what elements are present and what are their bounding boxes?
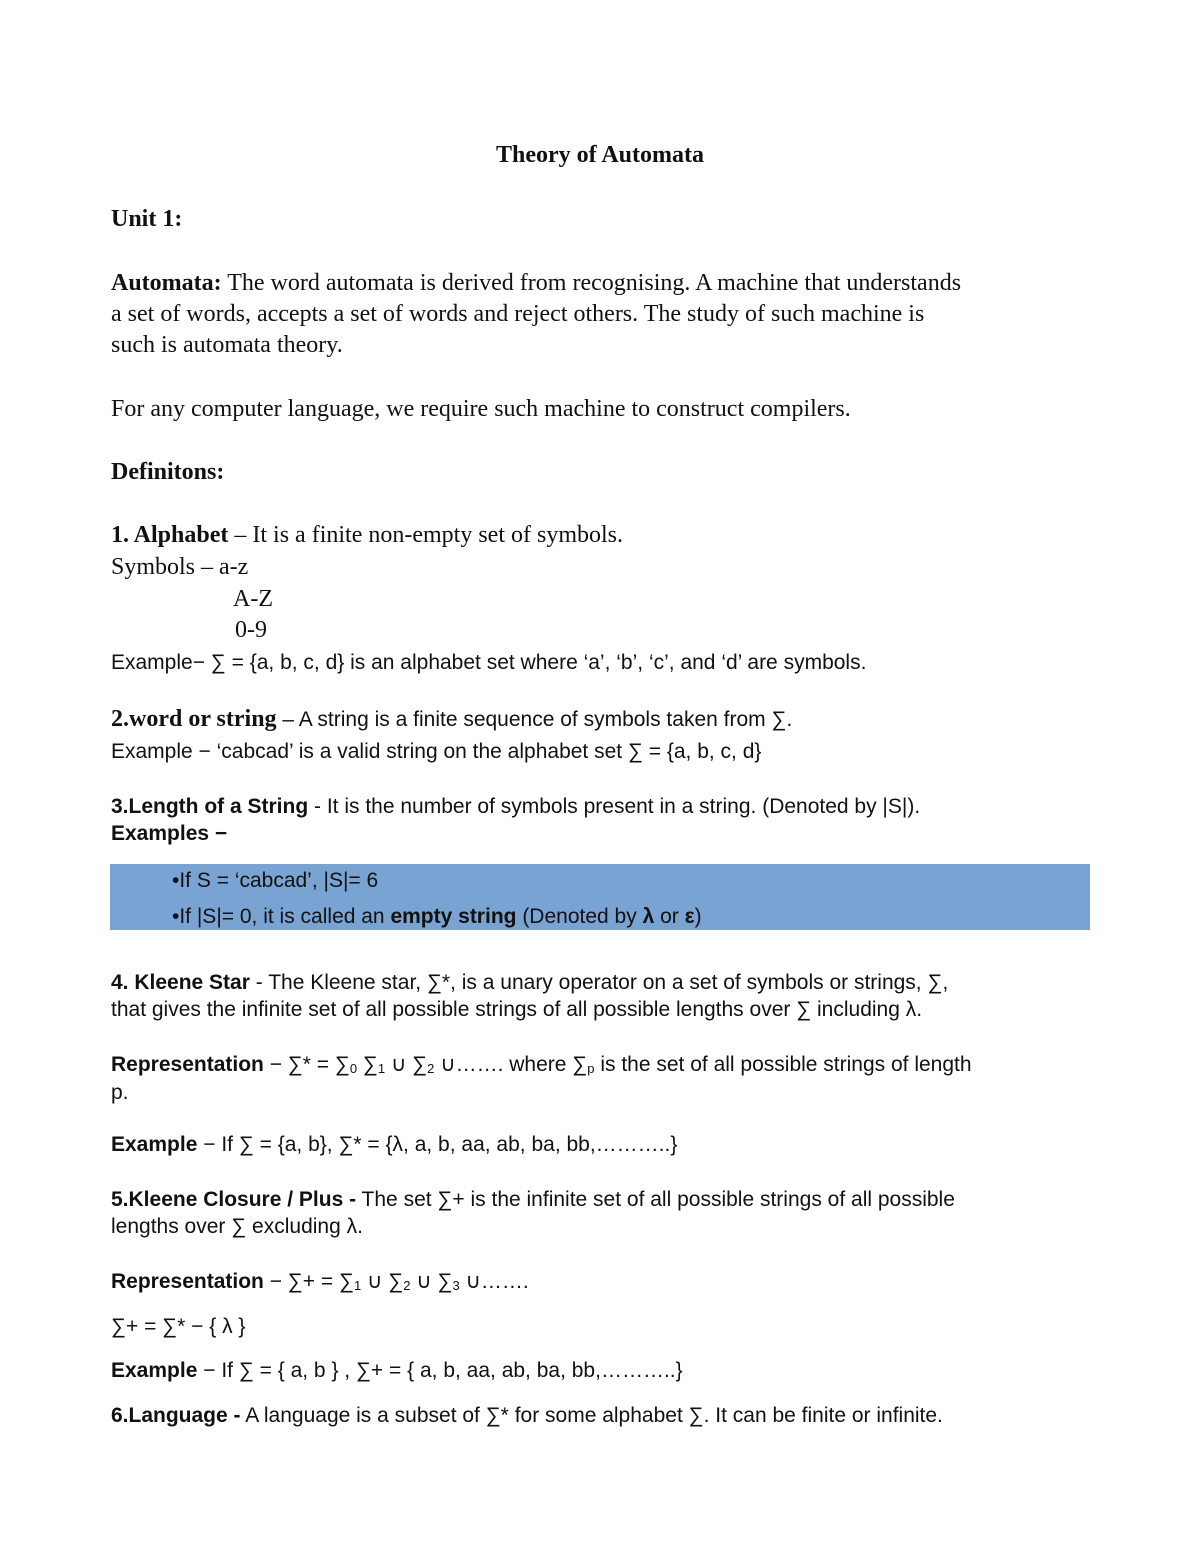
examples-label: Examples − xyxy=(111,822,228,845)
unit-label: Unit 1: xyxy=(111,206,183,232)
kleene-star-representation-cont: p. xyxy=(111,1081,129,1104)
length-bullet-2: •If |S|= 0, it is called an empty string (Denoted by λ or ε) xyxy=(172,905,702,928)
kleene-plus-term: 5.Kleene Closure / Plus - xyxy=(111,1188,357,1211)
compiler-note: For any computer language, we require such machine to construct compilers. xyxy=(111,396,851,422)
kleene-star-term: 4. Kleene Star xyxy=(111,971,250,994)
kleene-plus-line-1: 5.Kleene Closure / Plus - The set ∑+ is the infinite set of all possible strings of all possible xyxy=(111,1188,955,1211)
length-term: 3.Length of a String xyxy=(111,795,309,818)
kleene-star-representation: Representation − ∑* = $\sum_0$ $\sum_1$ ∪ $\sum_2$ ∪……. where $\sum_p$ is the set of all possible strings of length xyxy=(111,1053,972,1076)
alphabet-definition: 1. Alphabet – It is a finite non-empty set of symbols. xyxy=(111,522,623,548)
kleene-plus-line-2: lengths over ∑ excluding λ. xyxy=(111,1215,363,1238)
kleene-star-line-1: 4. Kleene Star - The Kleene star, ∑*, is a unary operator on a set of symbols or strings, ∑, xyxy=(111,971,949,994)
definitions-heading: Definitons: xyxy=(111,459,225,485)
length-bullet-1: •If S = ‘cabcad’, |S|= 6 xyxy=(172,869,379,892)
word-example: Example − ‘cabcad’ is a valid string on the alphabet set ∑ = {a, b, c, d} xyxy=(111,740,762,763)
alphabet-example: Example− ∑ = {a, b, c, d} is an alphabet set where ‘a’, ‘b’, ‘c’, and ‘d’ are symbols. xyxy=(111,651,867,674)
symbols-uppercase: A-Z xyxy=(233,586,273,612)
kleene-star-example: Example − If ∑ = {a, b}, ∑* = {λ, a, b, aa, ab, ba, bb,………..} xyxy=(111,1133,678,1156)
automata-term: Automata: xyxy=(111,270,222,296)
kleene-plus-identity: ∑+ = ∑* − { λ } xyxy=(111,1315,246,1338)
unit-heading xyxy=(111,206,182,233)
highlight-band xyxy=(110,864,1090,930)
automata-line-2: a set of words, accepts a set of words and reject others. The study of such machine is xyxy=(111,301,925,327)
alphabet-term: 1. Alphabet xyxy=(111,522,229,548)
length-definition: 3.Length of a String - It is the number of symbols present in a string. (Denoted by |S|). xyxy=(111,795,921,818)
kleene-plus-example: Example − If ∑ = { a, b } , ∑+ = { a, b, aa, ab, ba, bb,………..} xyxy=(111,1359,683,1382)
language-definition: 6.Language - A language is a subset of ∑* for some alphabet ∑. It can be finite or infinite. xyxy=(111,1404,943,1427)
word-term: 2.word or string xyxy=(111,706,277,732)
automata-line-1: Automata: The word automata is derived from recognising. A machine that understands xyxy=(111,270,962,296)
symbols-digits: 0-9 xyxy=(235,617,267,643)
word-definition: 2.word or string – A string is a finite sequence of symbols taken from ∑. xyxy=(111,706,793,732)
symbols-line: Symbols – a-z xyxy=(111,554,249,580)
kleene-star-line-2: that gives the infinite set of all possible strings of all possible lengths over ∑ including λ. xyxy=(111,998,923,1021)
language-term: 6.Language - xyxy=(111,1404,241,1427)
kleene-plus-representation: Representation − ∑+ = $\sum_1$ ∪ $\sum_2$ ∪ $\sum_3$ ∪……. xyxy=(111,1270,529,1293)
page-title: Theory of Automata xyxy=(496,142,704,168)
automata-line-3: such is automata theory. xyxy=(111,332,343,358)
